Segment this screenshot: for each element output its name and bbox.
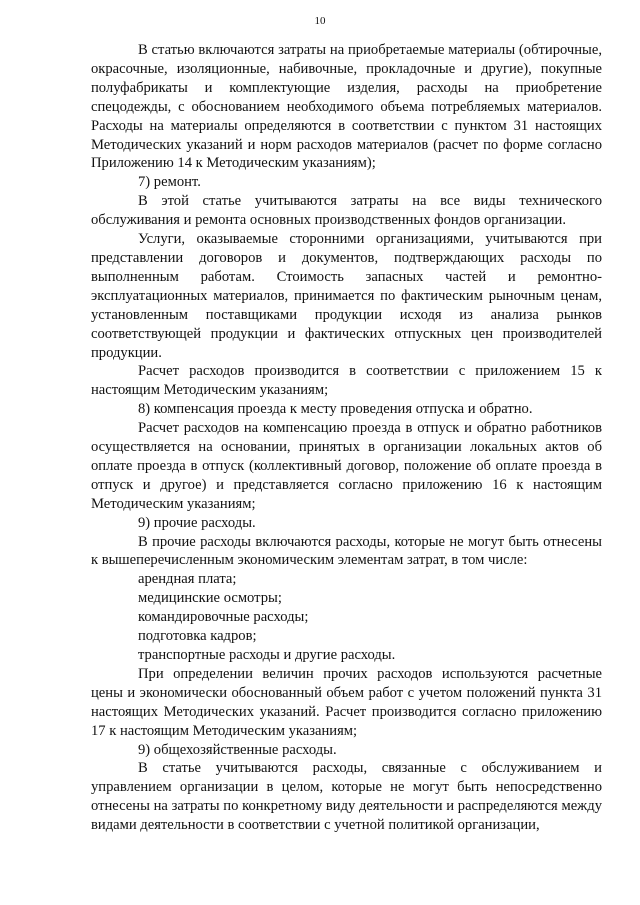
paragraph-repair-calculation: Расчет расходов производится в соответствии с приложением 15 к настоящим Методическим указаниям; bbox=[91, 363, 602, 399]
heading-other-expenses: 9) прочие расходы. bbox=[138, 514, 256, 531]
paragraph-vacation-travel: Расчет расходов на компенсацию проезда в отпуск и обратно работников осуществляется на основании, принятых в организации локальных актов об оплате проезда в отпуск (коллективный договор, положение об оплате проезда в отпуск и другое) и представляется согласно приложению 16 к настоящим Методическим указаниям; bbox=[91, 420, 602, 512]
list-item-medical: медицинские осмотры; bbox=[138, 590, 282, 607]
paragraph-repair-costs: В этой статье учитываются затраты на все виды технического обслуживания и ремонта основных производственных фондов организации. bbox=[91, 193, 602, 229]
list-item-business-trips: командировочные расходы; bbox=[138, 609, 309, 626]
list-item-rent: арендная плата; bbox=[138, 571, 237, 588]
document-body bbox=[91, 41, 602, 835]
paragraph-third-party-services: Услуги, оказываемые сторонними организациями, учитываются при представлении договоров и документов, подтверждающих расходы по выполненным работам. Стоимость запасных частей и ремонтно-эксплуатационных материалов, принимается по фактическим рыночным ценам, установленным поставщиками продукции исходя из анализа рынков соответствующей продукции и фактических отпускных цен производителей продукции. bbox=[91, 231, 602, 361]
heading-vacation-travel: 8) компенсация проезда к месту проведения отпуска и обратно. bbox=[138, 401, 533, 418]
list-item-training: подготовка кадров; bbox=[138, 628, 257, 645]
paragraph-materials: В статью включаются затраты на приобретаемые материалы (обтирочные, окрасочные, изоляционные, набивочные, прокладочные и другие), покупные полуфабрикаты и комплектующие изделия, расходы на приобретение спецодежды, с обоснованием необходимого объема потребляемых материалов. Расходы на материалы определяются в соответствии с пунктом 31 настоящих Методических указаний и норм расходов материалов (расчет по форме согласно Приложению 14 к Методическим указаниям); bbox=[91, 42, 602, 172]
list-item-transport: транспортные расходы и другие расходы. bbox=[138, 647, 396, 663]
heading-general-expenses: 9) общехозяйственные расходы. bbox=[138, 741, 337, 758]
page-number: 10 bbox=[314, 15, 326, 27]
paragraph-other-expenses: В прочие расходы включаются расходы, которые не могут быть отнесены к вышеперечисленным экономическим элементам затрат, в том числе: bbox=[91, 533, 602, 569]
paragraph-general-expenses: В статье учитываются расходы, связанные с обслуживанием и управлением организации в целом, которые не могут быть непосредственно отнесены на затраты по конкретному виду деятельности и распределяются между видами деятельности в соответствии с учетной политикой организации, bbox=[91, 760, 602, 834]
paragraph-other-calculation: При определении величин прочих расходов используются расчетные цены и экономически обоснованный объем работ с учетом положений пункта 31 настоящих Методических указаний. Расчет производится согласно приложению 17 к настоящим Методическим указаниям; bbox=[91, 665, 602, 739]
heading-repair: 7) ремонт. bbox=[138, 174, 201, 191]
